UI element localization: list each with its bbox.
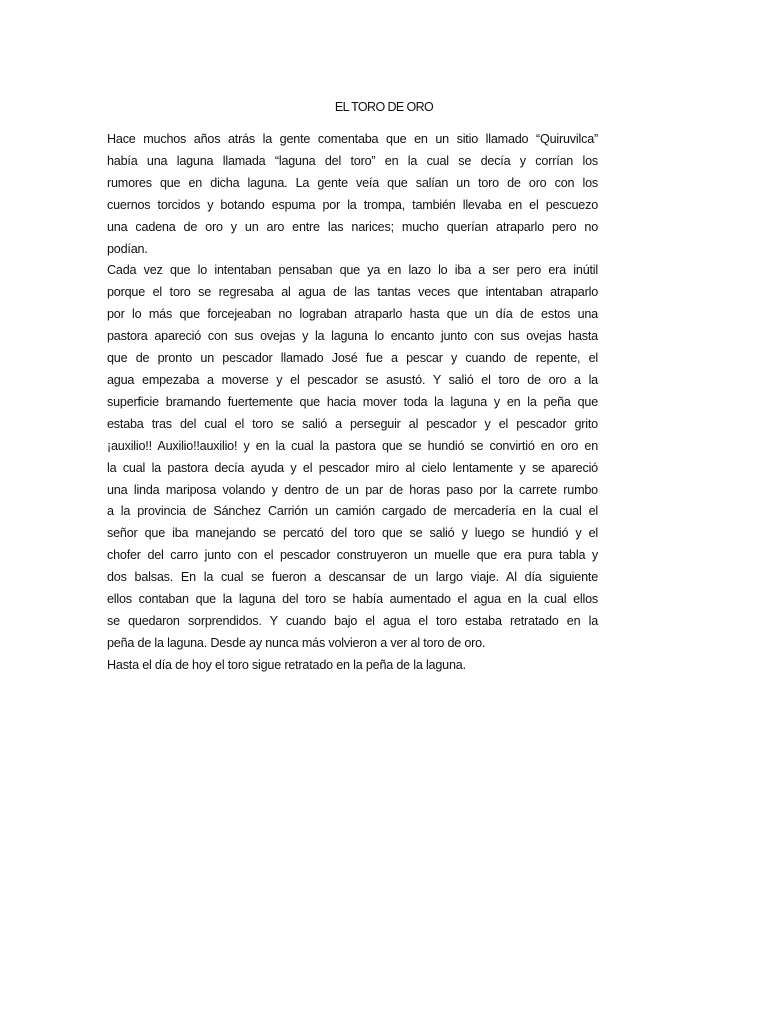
text-line: una linda mariposa volando y dentro de un par de horas paso por la carrete rumbo	[107, 482, 598, 497]
text-line: Hace muchos años atrás la gente comentaba que en un sitio llamado “Quiruvilca”	[107, 132, 598, 146]
paragraph-1	[107, 129, 598, 260]
paragraph-3	[107, 655, 598, 677]
text-line: cuernos torcidos y botando espuma por la trompa, también llevaba en el pescuezo	[107, 197, 598, 212]
text-line: superficie bramando fuertemente que hacia mover toda la laguna y en la peña que	[107, 394, 598, 409]
document-body	[107, 129, 598, 677]
text-line: podían.	[107, 241, 148, 256]
text-line: a la provincia de Sánchez Carrión un camión cargado de mercadería en la cual el	[107, 504, 598, 519]
text-line: había una laguna llamada “laguna del toro” en la cual se decía y corrían los	[107, 153, 598, 168]
text-line: ellos contaban que la laguna del toro se había aumentado el agua en la cual ellos	[107, 592, 598, 607]
document-title: EL TORO DE ORO	[334, 100, 434, 114]
text-line: Hasta el día de hoy el toro sigue retratado en la peña de la laguna.	[107, 657, 466, 672]
text-line: porque el toro se regresaba al agua de las tantas veces que intentaban atraparlo	[107, 285, 598, 300]
text-line: peña de la laguna. Desde ay nunca más volvieron a ver al toro de oro.	[107, 635, 486, 650]
text-line: agua empezaba a moverse y el pescador se asustó. Y salió el toro de oro a la	[107, 372, 598, 387]
text-line: dos balsas. En la cual se fueron a descansar de un largo viaje. Al día siguiente	[107, 570, 598, 585]
text-line: pastora apareció con sus ovejas y la laguna lo encanto junto con sus ovejas hasta	[107, 329, 598, 344]
text-line: una cadena de oro y un aro entre las narices; mucho querían atraparlo pero no	[107, 219, 598, 234]
text-line: rumores que en dicha laguna. La gente veía que salían un toro de oro con los	[107, 175, 598, 190]
text-line: señor que iba manejando se percató del toro que se salió y luego se hundió y el	[107, 526, 598, 541]
text-line: por lo más que forcejeaban no lograban atraparlo hasta que un día de estos una	[107, 307, 598, 322]
text-line: chofer del carro junto con el pescador construyeron un muelle que era pura tabla y	[107, 548, 598, 563]
paragraph-2	[107, 260, 598, 654]
text-line: estaba tras del cual el toro se salió a perseguir al pescador y el pescador grito	[107, 416, 598, 431]
text-line: que de pronto un pescador llamado José fue a pescar y cuando de repente, el	[107, 351, 598, 366]
text-line: la cual la pastora decía ayuda y el pescador miro al cielo lentamente y se apareció	[107, 460, 598, 475]
text-line: ¡auxilio!! Auxilio!!auxilio! y en la cual la pastora que se hundió se convirtió en oro en	[107, 438, 598, 453]
text-line: Cada vez que lo intentaban pensaban que ya en lazo lo iba a ser pero era inútil	[107, 263, 598, 278]
text-line: se quedaron sorprendidos. Y cuando bajo el agua el toro estaba retratado en la	[107, 613, 598, 628]
